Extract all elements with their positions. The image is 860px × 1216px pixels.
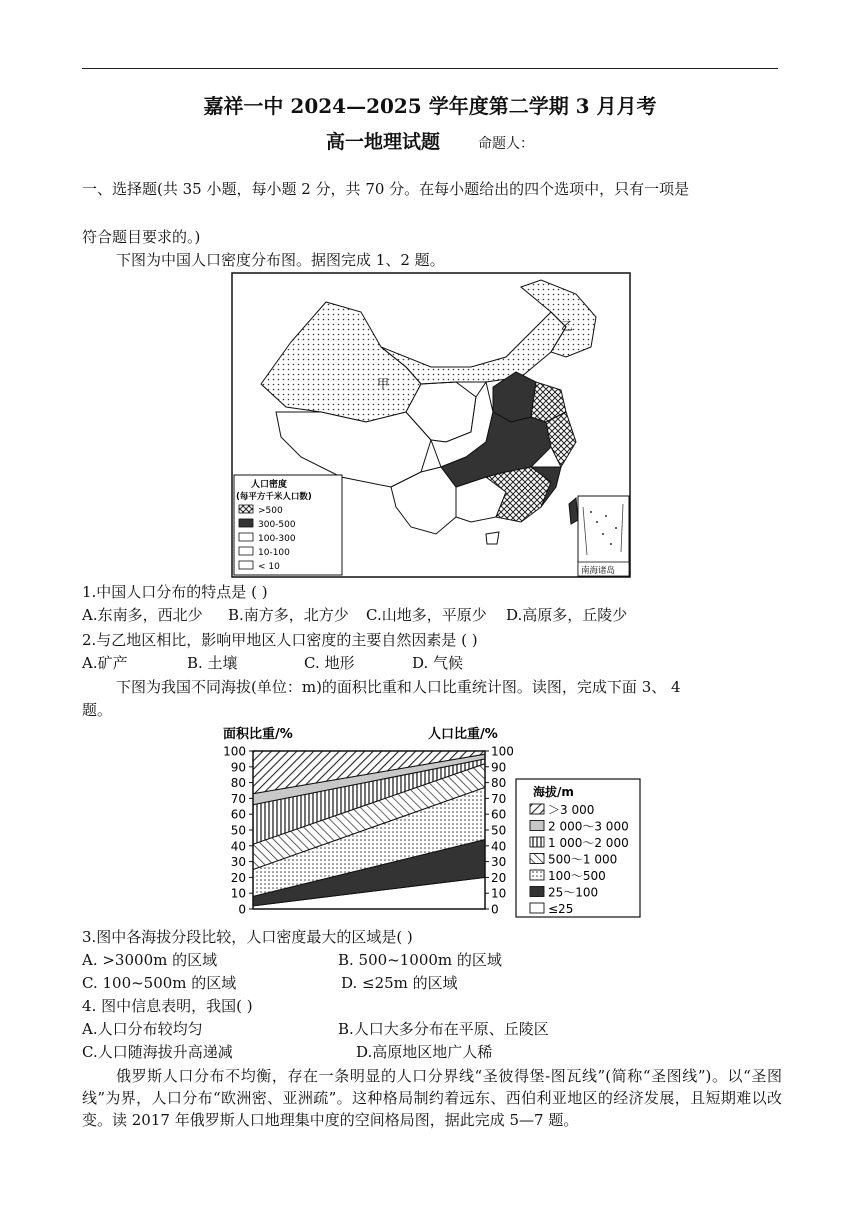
legend-swatch-4 bbox=[530, 870, 544, 880]
legend-label-5: 25～100 bbox=[548, 885, 599, 900]
legend-swatch-1 bbox=[530, 821, 544, 831]
chart-legend-title: 海拔/m bbox=[533, 785, 574, 799]
section-instructions-line1: 一、选择题(共 35 小题，每小题 2 分，共 70 分。在每小题给出的四个选项中，只有一项是 bbox=[82, 180, 690, 198]
legend-label-0: ＞3 000 bbox=[548, 803, 595, 817]
map-legend-label-3: 100-300 bbox=[258, 534, 296, 544]
legend-label-2: 1 000～2 000 bbox=[548, 836, 629, 850]
legend-swatch-3 bbox=[530, 854, 544, 864]
q2-options bbox=[82, 653, 782, 673]
q4-option-a[interactable]: A.人口分布较均匀 bbox=[82, 1020, 203, 1038]
map-region-hainan bbox=[486, 532, 499, 544]
right-tick-label-9: 90 bbox=[491, 760, 507, 775]
exam-subtitle bbox=[0, 127, 860, 154]
china-population-density-map bbox=[231, 272, 631, 578]
map-legend bbox=[234, 475, 342, 575]
legend-label-1: 2 000～3 000 bbox=[548, 819, 629, 834]
q4-options-row2 bbox=[82, 1042, 782, 1062]
map-legend-label-4: 10-100 bbox=[258, 548, 290, 558]
q4-option-b[interactable]: B.人口大多分布在平原、丘陵区 bbox=[338, 1020, 549, 1038]
left-tick-label-4: 40 bbox=[230, 839, 246, 854]
left-tick-label-10: 100 bbox=[223, 744, 246, 759]
q4-stem: 4. 图中信息表明，我国( ) bbox=[82, 997, 253, 1015]
author-label: 命题人： bbox=[478, 136, 534, 152]
q2-option-b[interactable]: B. 土壤 bbox=[187, 654, 238, 672]
q1-option-a[interactable]: A.东南多，西北少 bbox=[82, 606, 203, 624]
map-legend-label-1: >500 bbox=[258, 506, 283, 516]
legend-swatch-2 bbox=[530, 837, 544, 847]
left-tick-label-7: 70 bbox=[230, 791, 246, 806]
q1-option-b[interactable]: B.南方多，北方少 bbox=[228, 606, 349, 624]
subject-title: 高一地理试题 bbox=[325, 131, 440, 153]
right-tick-label-8: 80 bbox=[491, 776, 507, 791]
russia-passage bbox=[82, 1065, 782, 1131]
inset-label: 南海诸岛 bbox=[581, 566, 616, 576]
left-tick-label-8: 80 bbox=[230, 776, 246, 791]
chart-layers bbox=[253, 751, 485, 909]
q3-options-row1 bbox=[82, 950, 782, 970]
left-tick-label-6: 60 bbox=[230, 807, 246, 822]
left-axis-label: 面积比重/% bbox=[223, 727, 293, 742]
elevation-area-population-chart bbox=[215, 722, 645, 922]
chart-intro-line1: 下图为我国不同海拔(单位：m)的面积比重和人口比重统计图。读图，完成下面 3、 4 bbox=[116, 678, 681, 696]
section-instructions-line2: 符合题目要求的。) bbox=[82, 228, 201, 246]
q4-option-c[interactable]: C.人口随海拔升高递减 bbox=[82, 1043, 233, 1061]
q1-stem: 1.中国人口分布的特点是 ( ) bbox=[82, 583, 268, 601]
map-label-yi: 乙 bbox=[561, 319, 574, 333]
left-tick-label-2: 20 bbox=[230, 870, 246, 885]
right-tick-label-3: 30 bbox=[491, 855, 507, 870]
south-china-sea-inset bbox=[578, 496, 629, 576]
left-tick-label-1: 10 bbox=[230, 886, 246, 901]
legend-label-4: 100～500 bbox=[548, 869, 606, 883]
legend-swatch-5 bbox=[530, 887, 544, 897]
header-rule bbox=[82, 68, 778, 69]
map-legend-label-2: 300-500 bbox=[258, 520, 296, 530]
right-tick-label-4: 40 bbox=[491, 839, 507, 854]
right-tick-label-5: 50 bbox=[491, 823, 507, 838]
map-label-jia: 甲 bbox=[377, 377, 390, 391]
left-tick-label-0: 0 bbox=[238, 902, 246, 917]
q3-option-c[interactable]: C. 100~500m 的区域 bbox=[82, 974, 237, 992]
left-tick-label-3: 30 bbox=[230, 855, 246, 870]
q3-option-b[interactable]: B. 500~1000m 的区域 bbox=[338, 951, 502, 969]
right-tick-label-1: 10 bbox=[491, 886, 507, 901]
q2-option-c[interactable]: C. 地形 bbox=[304, 654, 355, 672]
q2-option-d[interactable]: D. 气候 bbox=[412, 654, 464, 672]
legend-label-6: ≤25 bbox=[548, 902, 574, 916]
q1-option-d[interactable]: D.高原多，丘陵少 bbox=[506, 606, 628, 624]
q3-options-row2 bbox=[82, 973, 782, 993]
map-intro: 下图为中国人口密度分布图。据图完成 1、2 题。 bbox=[116, 251, 445, 269]
russia-passage-text: 俄罗斯人口分布不均衡，存在一条明显的人口分界线“圣彼得堡-图瓦线”(简称“圣图线”)。以“圣图线”为界，人口分布“欧洲密、亚洲疏”。这种格局制约着远东、西伯利亚地区的经济发展，且短期难以改变。读 2017 年俄罗斯人口地理集中度的空间格局图，据此完成 5—7 题。 bbox=[82, 1067, 782, 1129]
chart-legend bbox=[516, 779, 640, 917]
q3-stem: 3.图中各海拔分段比较，人口密度最大的区域是( ) bbox=[82, 928, 413, 946]
q4-options-row1 bbox=[82, 1019, 782, 1039]
right-tick-label-0: 0 bbox=[491, 902, 499, 917]
right-tick-label-6: 60 bbox=[491, 807, 507, 822]
q1-options bbox=[82, 605, 782, 625]
right-axis-label: 人口比重/% bbox=[428, 727, 498, 742]
q2-stem: 2.与乙地区相比，影响甲地区人口密度的主要自然因素是 ( ) bbox=[82, 631, 478, 649]
right-tick-label-10: 100 bbox=[491, 744, 514, 759]
map-legend-label-5: < 10 bbox=[258, 562, 280, 572]
q3-option-a[interactable]: A. >3000m 的区域 bbox=[82, 951, 218, 969]
q3-option-d[interactable]: D. ≤25m 的区域 bbox=[341, 974, 458, 992]
legend-swatch-0 bbox=[530, 804, 544, 814]
legend-swatch-6 bbox=[530, 903, 544, 913]
legend-label-3: 500～1 000 bbox=[548, 852, 618, 867]
q4-option-d[interactable]: D.高原地区地广人稀 bbox=[356, 1043, 493, 1061]
left-tick-label-9: 90 bbox=[230, 760, 246, 775]
map-legend-subtitle: (每平方千米人口数) bbox=[236, 492, 312, 502]
map-legend-title: 人口密度 bbox=[251, 480, 288, 490]
chart-intro-line2: 题。 bbox=[82, 701, 113, 719]
q2-option-a[interactable]: A.矿产 bbox=[82, 654, 128, 672]
right-tick-label-7: 70 bbox=[491, 791, 507, 806]
right-tick-label-2: 20 bbox=[491, 870, 507, 885]
q1-option-c[interactable]: C.山地多，平原少 bbox=[366, 606, 487, 624]
exam-title: 嘉祥一中 2024—2025 学年度第二学期 3 月月考 bbox=[203, 94, 657, 118]
left-tick-label-5: 50 bbox=[230, 823, 246, 838]
